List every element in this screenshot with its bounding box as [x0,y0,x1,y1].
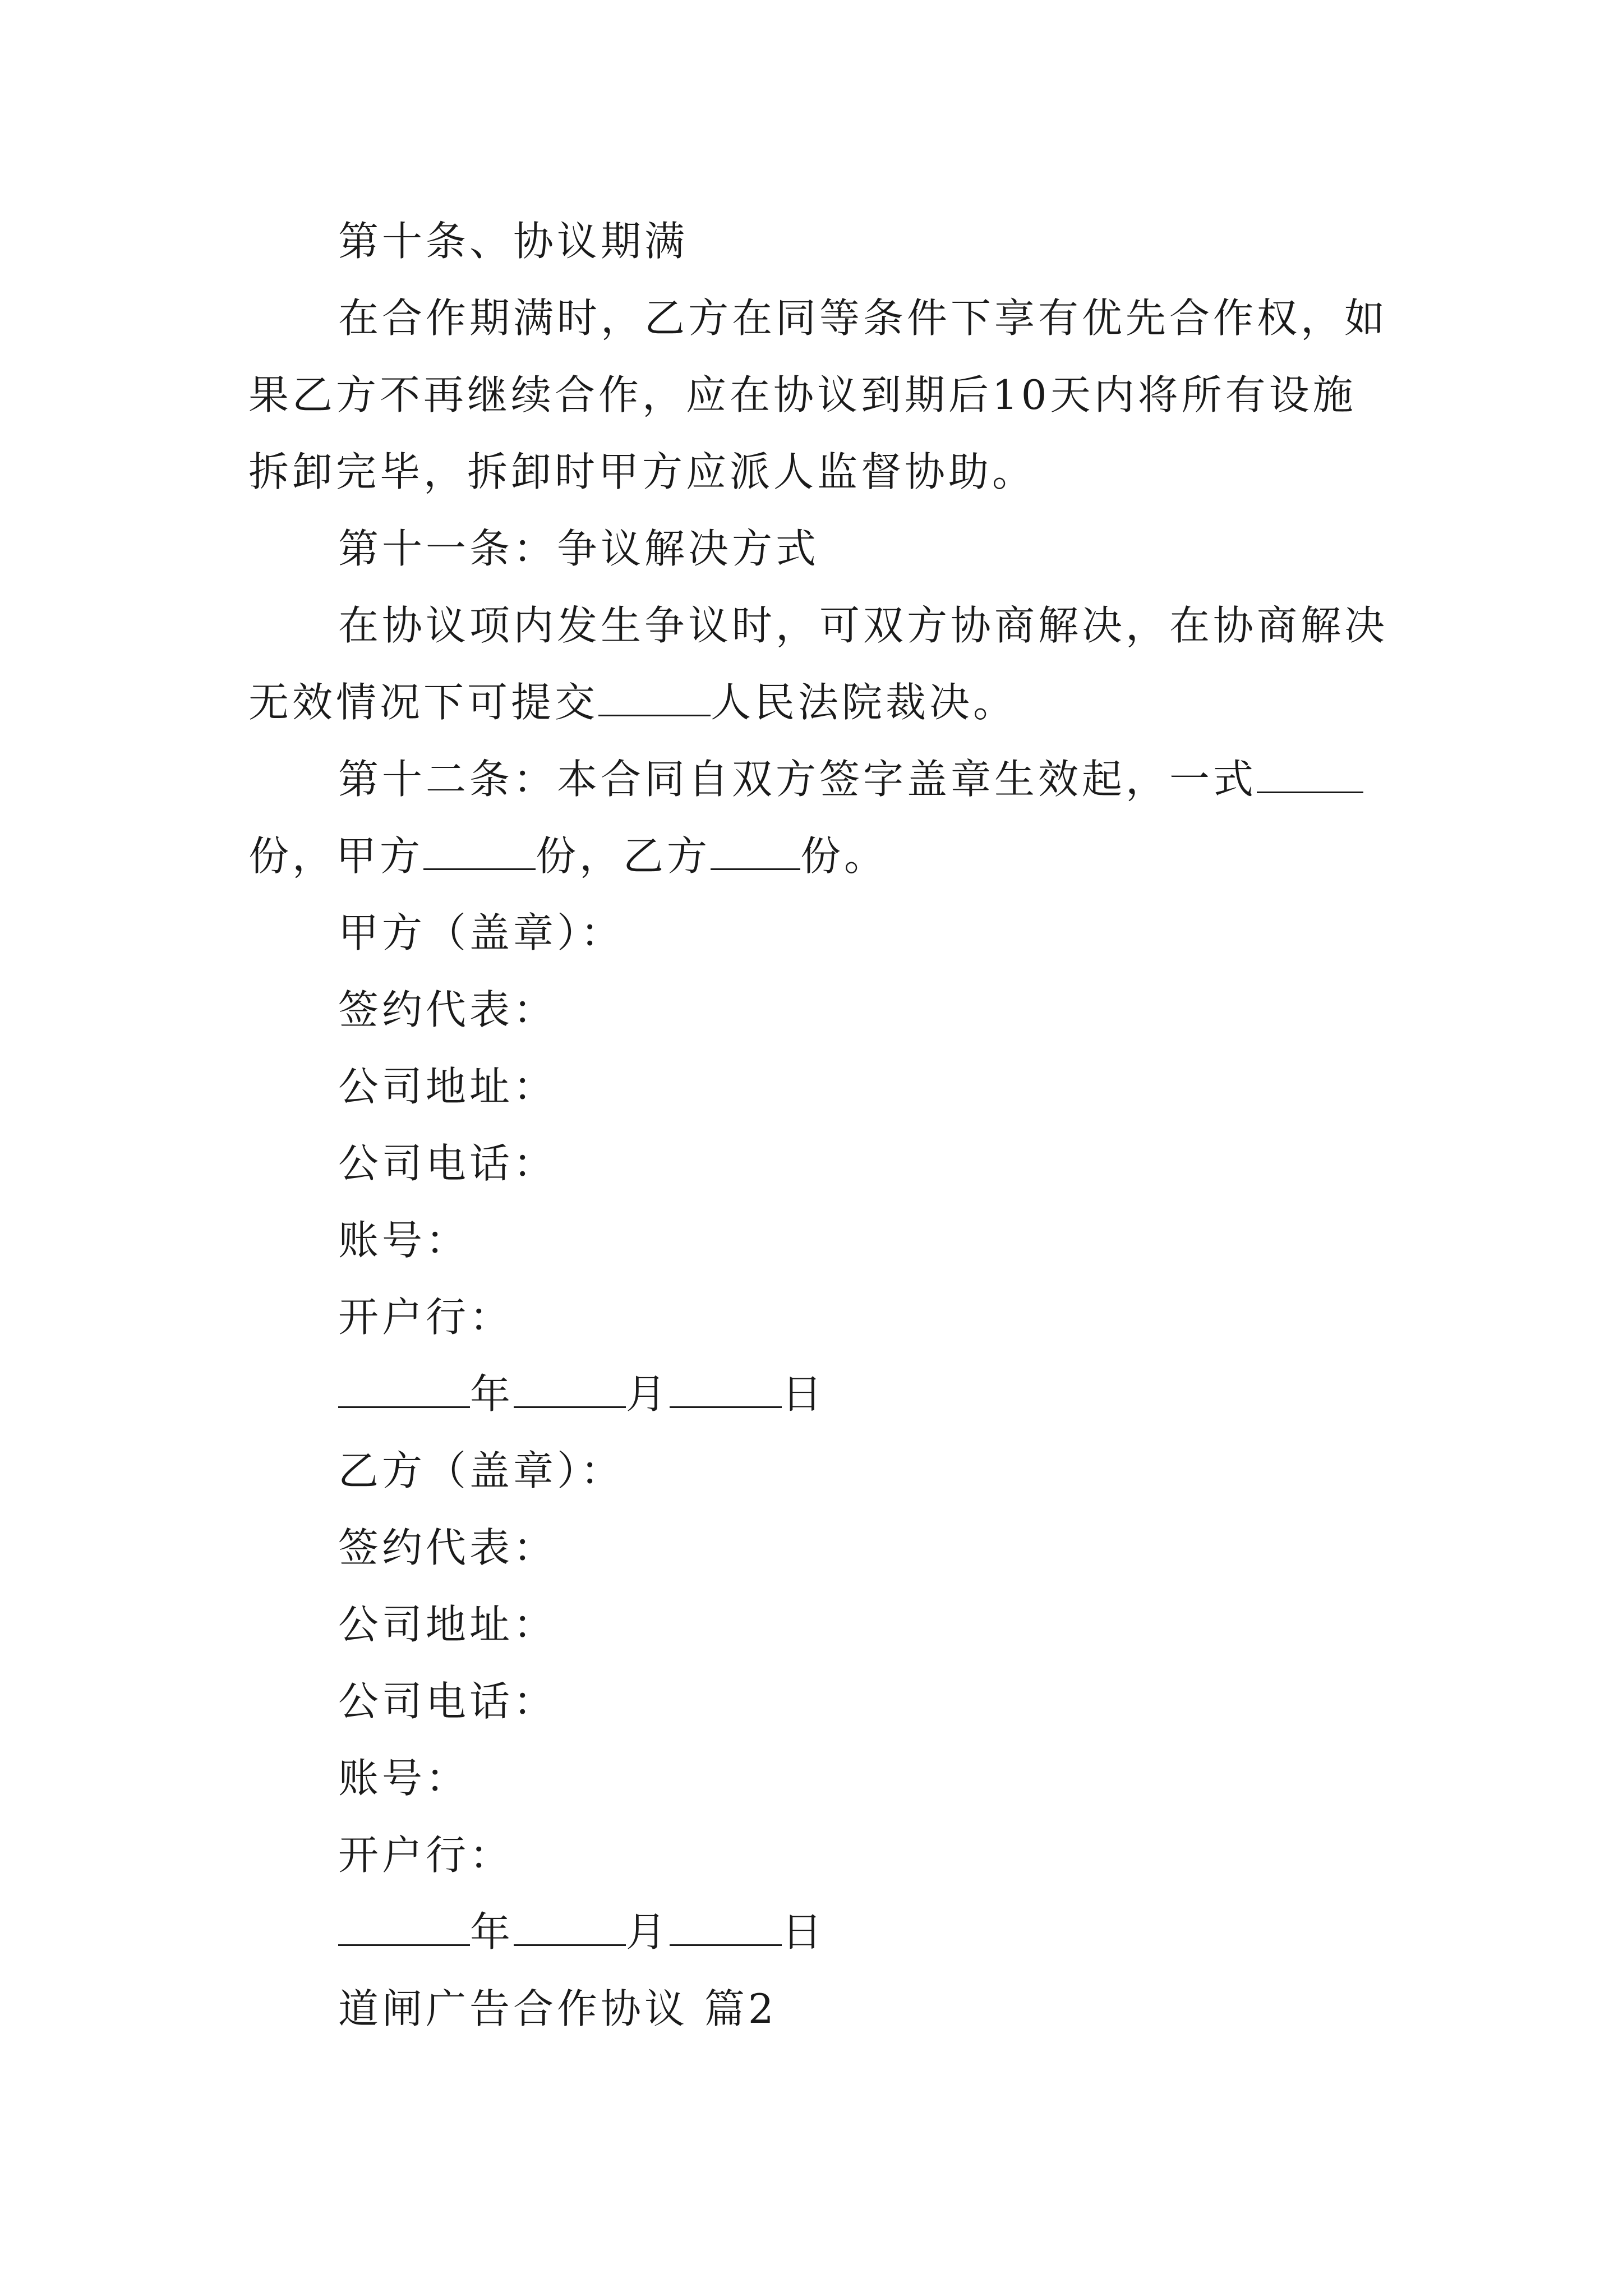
party-b-year-label: 年 [470,1908,514,1955]
party-b-account-label: 账号： [338,1755,470,1802]
party-a-year-label: 年 [470,1370,514,1418]
party-b-month-label: 月 [626,1908,670,1955]
court-blank [598,682,711,716]
party-b-copies-blank [711,836,800,870]
party-a-seal-label: 甲方（盖章）： [338,909,625,956]
article-12-text-c: 份。 [800,832,888,880]
party-a-month-blank [514,1374,626,1408]
party-a-bank-label: 开户行： [338,1294,514,1341]
article-12-line-2 [248,831,1390,881]
party-a-date-line [338,1369,826,1419]
party-a-phone-label: 公司电话： [338,1140,557,1187]
party-b-address-label: 公司地址： [338,1601,557,1648]
next-agreement-title: 道闸广告合作协议 篇2 [338,1985,777,2032]
party-b-date-line [338,1907,826,1957]
party-a-day-blank [670,1374,782,1408]
article-12-line-1 [338,754,1363,804]
party-b-day-label: 日 [782,1908,826,1955]
article-11-line-2 [248,677,1390,728]
article-12-text-a: 份，甲方 [248,832,424,880]
article-10-heading: 第十条、协议期满 [338,218,689,265]
party-a-day-label: 日 [782,1370,826,1418]
party-a-month-label: 月 [626,1370,670,1418]
article-10-line-1: 在合作期满时，乙方在同等条件下享有优先合作权，如 [338,295,1389,342]
article-10-line-3: 拆卸完毕，拆卸时甲方应派人监督协助。 [248,448,1036,495]
party-a-representative-label: 签约代表： [338,986,557,1033]
party-b-year-blank [338,1912,470,1946]
article-11-text-a: 无效情况下可提交 [248,679,599,726]
article-11-heading: 第十一条：争议解决方式 [338,525,820,572]
party-b-month-blank [514,1912,626,1946]
party-a-year-blank [338,1374,470,1408]
party-b-bank-label: 开户行： [338,1832,514,1879]
article-12-text-b: 份，乙方 [536,832,711,880]
party-b-seal-label: 乙方（盖章）： [338,1447,625,1494]
party-b-representative-label: 签约代表： [338,1524,557,1571]
article-12-text: 第十二条：本合同自双方签字盖章生效起，一式 [338,756,1257,803]
article-10-line-2: 果乙方不再继续合作，应在协议到期后10天内将所有设施 [248,371,1357,418]
party-b-day-blank [670,1912,782,1946]
party-a-account-label: 账号： [338,1217,470,1264]
article-11-line-1: 在协议项内发生争议时，可双方协商解决，在协商解决 [338,602,1389,649]
party-b-phone-label: 公司电话： [338,1678,557,1725]
party-a-address-label: 公司地址： [338,1063,557,1110]
copies-total-blank [1257,759,1363,793]
party-a-copies-blank [423,836,536,870]
article-11-text-b: 人民法院裁决。 [711,679,1017,726]
